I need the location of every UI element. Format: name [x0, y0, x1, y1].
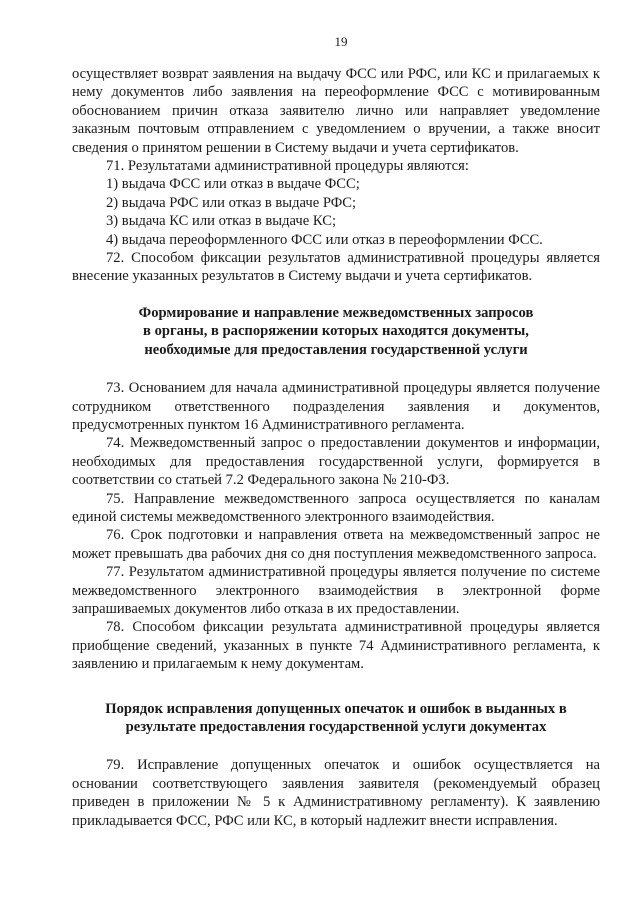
paragraph-76: 76. Срок подготовки и направления ответа на межведомственный запрос не может превышать два рабочих дня со дня поступления межведомственного запроса. — [72, 527, 600, 562]
paragraph-79: 79. Исправление допущенных опечаток и ошибок осуществляется на основании соответствующего заявления заявителя (рекомендуемый образец приведен в приложении № 5 к Административному регламенту). К заявлению прикладывается ФСС, РФС или КС, в который надлежит внести исправления. — [72, 757, 600, 829]
heading-line: результате предоставления государственной услуги документах — [125, 719, 547, 735]
list-item: 3) выдача КС или отказ в выдаче КС; — [106, 213, 337, 230]
paragraph-continuation: осуществляет возврат заявления на выдачу ФСС или РФС, или КС и прилагаемых к нему документов либо заявления на переоформление ФСС с мотивированным обоснованием причин отказа заявителю лично или направляет уведомление заказным почтовым отправлением с уведомлением о вручении, а также вносит сведения о принятом решении в Систему выдачи и учета сертификатов. — [72, 66, 600, 156]
heading-line: в органы, в распоряжении которых находятся документы, — [143, 323, 529, 340]
paragraph-71: 71. Результатами административной процедуры являются: — [106, 158, 469, 175]
list-item: 4) выдача переоформленного ФСС или отказ в переоформлении ФСС. — [106, 231, 543, 248]
paragraph-78: 78. Способом фиксации результата административной процедуры является приобщение сведений, указанных в пункте 74 Административного регламента, к заявлению и прилагаемым к нему документам. — [72, 619, 600, 673]
paragraph-73: 73. Основанием для начала административной процедуры является получение сотрудником ответственного подразделения заявления и документов, предусмотренных пунктом 16 Административного регламента. — [72, 380, 600, 433]
section-heading-error-correction — [72, 700, 600, 737]
heading-line: Формирование и направление межведомственных запросов — [138, 304, 534, 321]
paragraph-77: 77. Результатом административной процедуры является получение по системе межведомственного электронного взаимодействия в электронной форме запрашиваемых документов либо отказа в их предоставлении. — [72, 564, 600, 617]
paragraph-72: 72. Способом фиксации результатов административной процедуры является внесение указанных результатов в Систему выдачи и учета сертификатов. — [72, 250, 600, 285]
paragraph-75: 75. Направление межведомственного запроса осуществляется по каналам единой системы межведомственного электронного взаимодействия. — [72, 490, 600, 525]
list-item: 2) выдача РФС или отказ в выдаче РФС; — [106, 194, 357, 211]
page-number: 19 — [334, 34, 348, 49]
section-heading-interagency-requests — [72, 304, 600, 359]
paragraph-74: 74. Межведомственный запрос о предоставлении документов и информации, необходимых для предоставления государственной услуги, формируется в соответствии со статьей 7.2 Федерального закона № 210-ФЗ. — [72, 435, 600, 489]
list-item: 1) выдача ФСС или отказ в выдаче ФСС; — [106, 176, 360, 193]
heading-line: необходимые для предоставления государственной услуги — [144, 341, 528, 358]
heading-line: Порядок исправления допущенных опечаток и ошибок в выданных в — [105, 700, 567, 717]
